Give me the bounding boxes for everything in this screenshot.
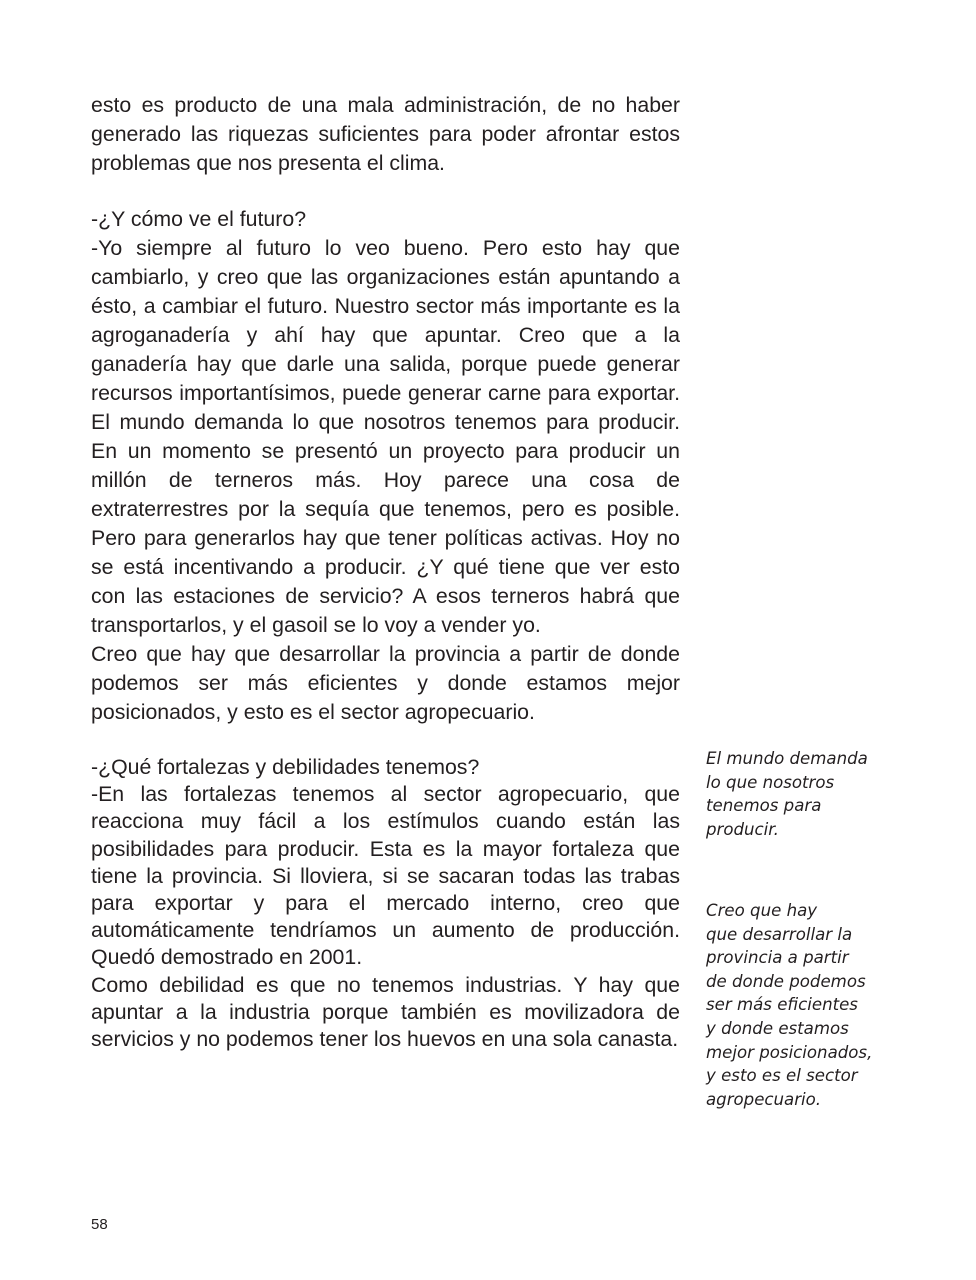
paragraph-intro: esto es producto de una mala administración, de no haber generado las riquezas suficientes para poder afrontar estos problemas que nos presenta el clima. [91, 93, 680, 175]
paragraph-gap [91, 178, 680, 205]
answer-future-continued: Creo que hay que desarrollar la provincia a partir de donde podemos ser más eficientes y donde estamos mejor posicionados, y esto es el sector agropecuario. [91, 642, 680, 724]
article-body [91, 91, 680, 1053]
pull-quote-develop-province: Creo que hay que desarrollar la provincia a partir de donde podemos ser más eficientes y donde estamos mejor posicionados, y esto es el sector agropecuario. [706, 901, 873, 1109]
page-number: 58 [91, 1216, 108, 1233]
question-strengths: -¿Qué fortalezas y debilidades tenemos? [91, 755, 480, 779]
answer-weaknesses: Como debilidad es que no tenemos industrias. Y hay que apuntar a la industria porque también es movilizadora de servicios y no podemos tener los huevos en una sola canasta. [91, 972, 680, 1052]
answer-strengths: -En las fortalezas tenemos al sector agropecuario, que reacciona muy fácil a los estímulos cuando están las posibilidades para producir. Esta es la mayor fortaleza que tiene la provincia. Si lloviera, si se sacaran todas las trabas para exportar y para el mercado interno, creo que automáticamente tendríamos un aumento de producción. Quedó demostrado en 2001. [91, 782, 680, 970]
question-future: -¿Y cómo ve el futuro? [91, 207, 307, 231]
pull-quote-world-demand: El mundo demanda lo que nosotros tenemos para producir. [706, 749, 868, 839]
answer-future: -Yo siempre al futuro lo veo bueno. Pero esto hay que cambiarlo, y creo que las organizaciones están apuntando a ésto, a cambiar el futuro. Nuestro sector más importante es la agroganadería y ahí hay que apuntar. Creo que a la ganadería hay que darle una salida, porque puede generar recursos importantísimos, puede generar carne para exportar. El mundo demanda lo que nosotros tenemos para producir. En un momento se presentó un proyecto para producir un millón de terneros más. Hoy parece una cosa de extraterrestres por la sequía que tenemos, pero es posible. Pero para generarlos hay que tener políticas activas. Hoy no se está incentivando a producir. ¿Y qué tiene que ver esto con las estaciones de servicio? A esos terneros habrá que transportarlos, y el gasoil se lo voy a vender yo. [91, 236, 680, 637]
paragraph-gap [91, 727, 680, 754]
